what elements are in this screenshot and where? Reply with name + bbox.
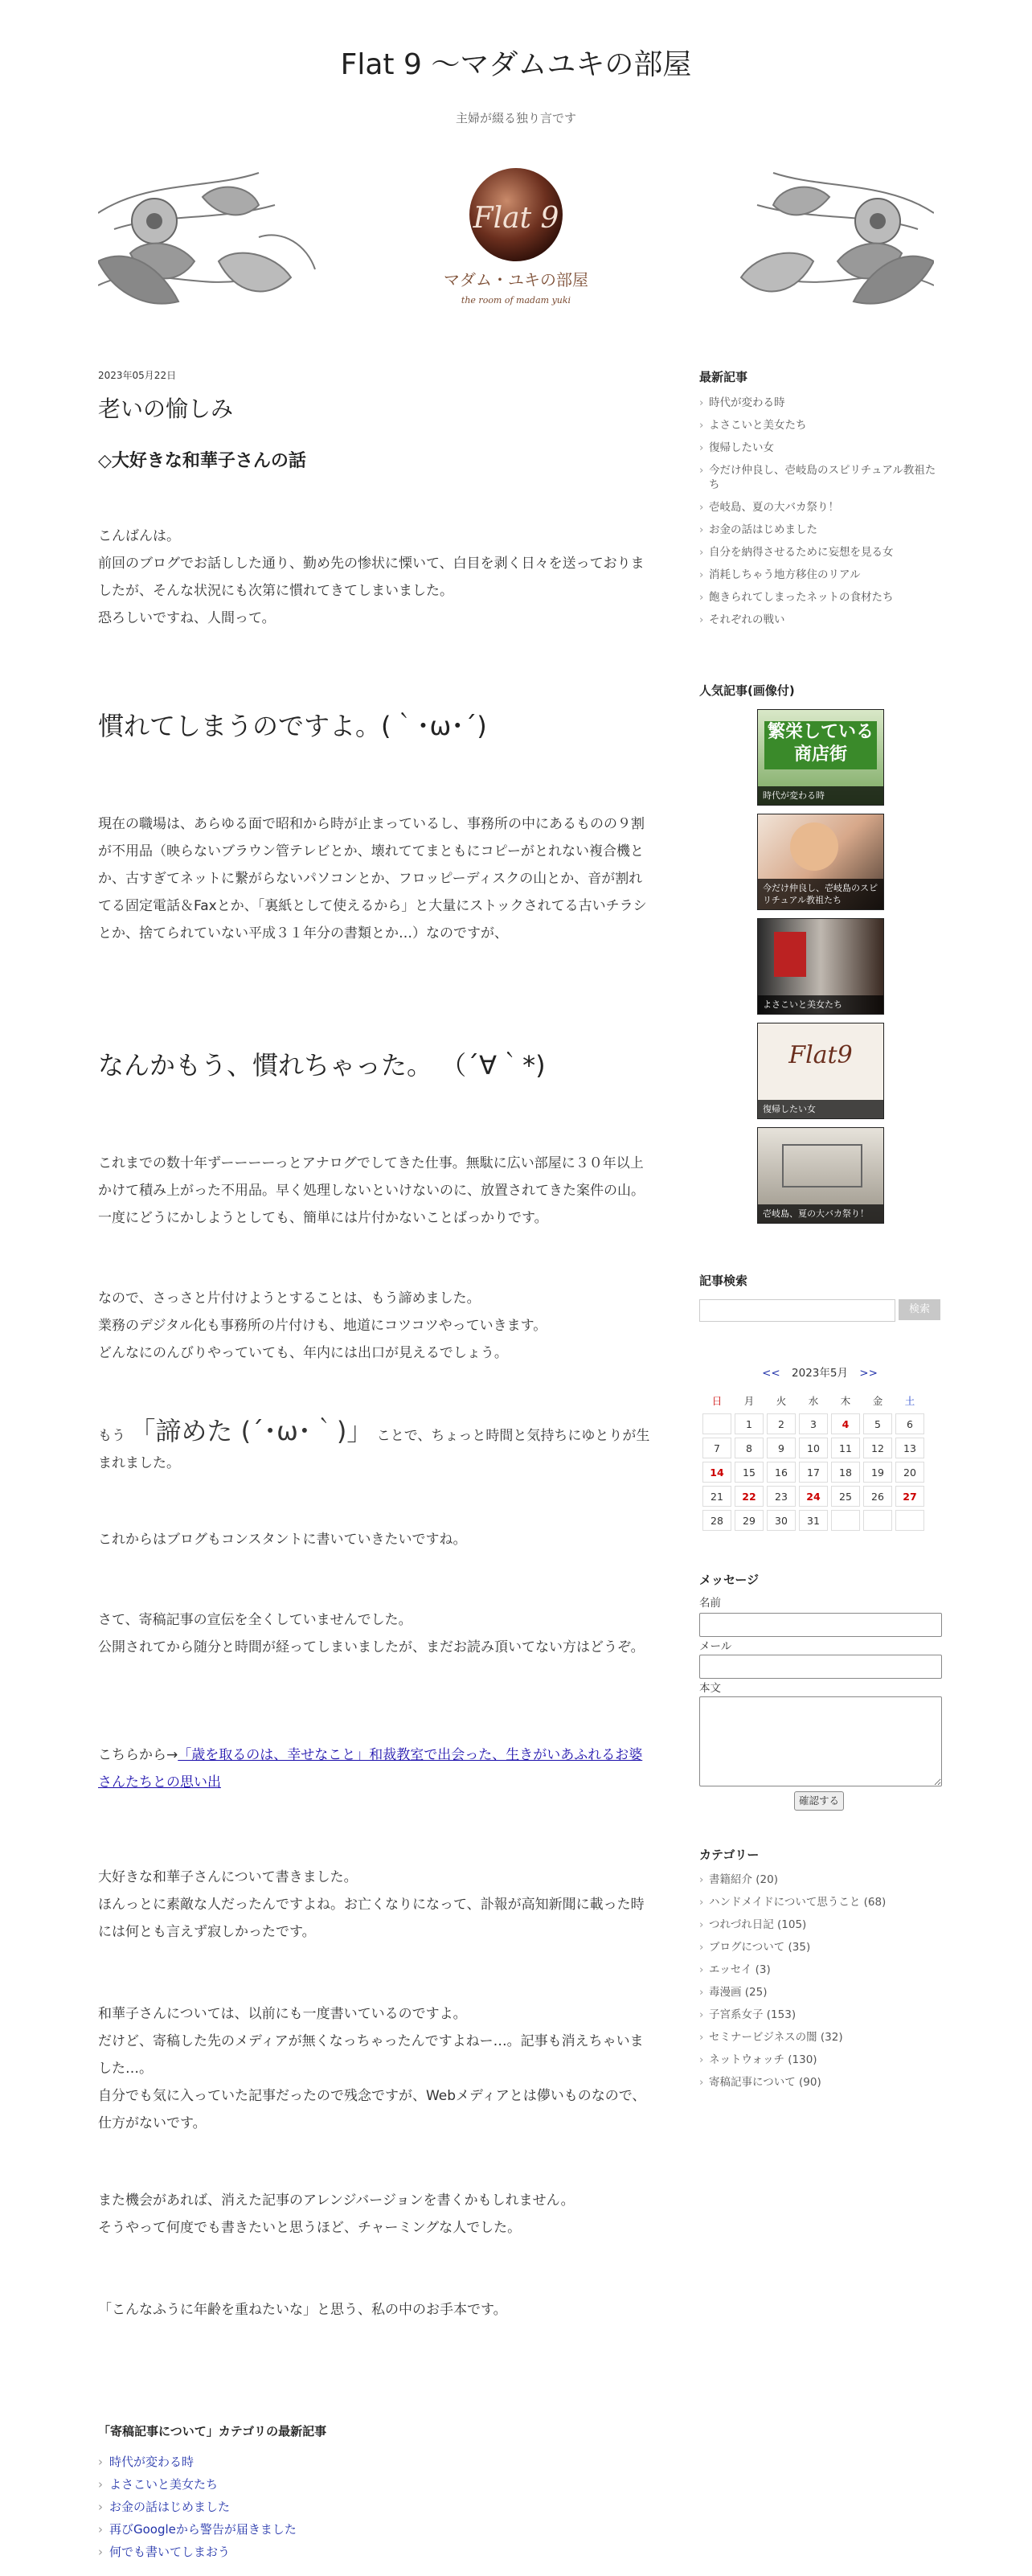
calendar [699, 1388, 928, 1534]
category-recent-list [98, 2451, 297, 2563]
paragraph-role-model: 「こんなふうに年齢を重ねたいな」と思う、私の中のお手本です。 [98, 2302, 507, 2318]
paragraph-blog-plan: これからはブログもコンスタントに書いていきたいですね。 [98, 1532, 467, 1548]
calendar-day: 28 [702, 1510, 731, 1531]
category-recent-item[interactable]: › よさこいと美女たち [98, 2473, 297, 2496]
paragraph-previous: 和華子さんについては、以前にも一度書いているのですよ。 だけど、寄稿した先のメディアが無くなっちゃったんですよねー…。記事も消えちゃいました…。 自分でも気に入っていた記事だったので残念ですが、Webメディアとは儚いものなので、仕方がないです。 [98, 2006, 646, 2131]
recent-post-item[interactable]: › 今だけ仲良し、壱岐島のスピリチュアル教祖たち [699, 463, 940, 492]
calendar-day-link[interactable]: 4 [831, 1413, 860, 1434]
resigned-emphasis: 「諦めた (´･ω･｀)」 [129, 1416, 373, 1446]
recent-post-item[interactable]: › それぞれの戦い [699, 613, 940, 627]
calendar-month: 2023年5月 [792, 1367, 848, 1380]
logo-jp-text: マダム・ユキの部屋 [444, 270, 588, 289]
popular-post-caption: 復帰したい女 [758, 1100, 883, 1118]
popular-post-thumb[interactable] [757, 1023, 884, 1119]
category-item[interactable]: › 寄稿記事について (90) [699, 2071, 886, 2094]
logo-main-text: Flat 9 [473, 202, 559, 235]
recent-post-item[interactable]: › お金の話はじめました [699, 523, 940, 537]
contributed-article-link[interactable]: 「歳を取るのは、幸せなこと」和裁教室で出会った、生きがいあふれるお婆さんたちとの思い出 [98, 1747, 643, 1790]
calendar-day: 7 [702, 1438, 731, 1458]
calendar-day: 6 [895, 1413, 924, 1434]
popular-post-thumb[interactable] [757, 918, 884, 1015]
search-input[interactable] [699, 1299, 895, 1322]
calendar-day: 17 [799, 1462, 828, 1483]
category-item[interactable]: › セミナービジネスの闇 (32) [699, 2026, 886, 2049]
recent-posts-title: 最新記事 [699, 370, 748, 384]
recent-post-item[interactable]: › 消耗しちゃう地方移住のリアル [699, 568, 940, 582]
category-recent-item[interactable]: › 何でも書いてしまおう [98, 2541, 297, 2563]
calendar-day [863, 1510, 892, 1531]
confirm-button[interactable]: 確認する [794, 1791, 844, 1811]
mail-label: メール [699, 1640, 732, 1653]
category-item[interactable]: › つれづれ日記 (105) [699, 1914, 886, 1936]
popular-post-thumb[interactable] [757, 709, 884, 806]
categories-list [699, 1868, 886, 2094]
paragraph-again: また機会があれば、消えた記事のアレンジバージョンを書くかもしれません。 そうやって何度でも書きたいと思うほど、チャーミングな人でした。 [98, 2192, 575, 2236]
article [98, 368, 653, 2559]
name-input[interactable] [699, 1613, 942, 1637]
calendar-day: 16 [767, 1462, 796, 1483]
paragraph-link: こちらから→「歳を取るのは、幸せなこと」和裁教室で出会った、生きがいあふれるお婆さんたちとの思い出 [98, 1747, 643, 1790]
calendar-prev-link[interactable]: << [762, 1367, 780, 1380]
popular-post-thumb[interactable] [757, 814, 884, 910]
weekday-mon: 月 [743, 1395, 755, 1407]
category-recent-item[interactable]: › お金の話はじめました [98, 2496, 297, 2518]
message-title: メッセージ [699, 1573, 760, 1587]
popular-post-caption: よさこいと美女たち [758, 995, 883, 1014]
calendar-day: 1 [735, 1413, 764, 1434]
recent-post-item[interactable]: › 自分を納得させるために妄想を見る女 [699, 545, 940, 560]
calendar-nav [699, 1364, 940, 1380]
emphasis-line-1: 慣れてしまうのですよ。(｀･ω･´) [98, 711, 487, 741]
post-date: 2023年05月22日 [98, 370, 177, 381]
calendar-day: 26 [863, 1486, 892, 1507]
weekday-sun: 日 [711, 1395, 723, 1407]
recent-post-item[interactable]: › 復帰したい女 [699, 441, 940, 455]
calendar-day: 19 [863, 1462, 892, 1483]
category-recent-item[interactable]: › 再びGoogleから警告が届きました [98, 2518, 297, 2541]
calendar-day: 21 [702, 1486, 731, 1507]
calendar-day: 3 [799, 1413, 828, 1434]
recent-post-item[interactable]: › 飽きられてしまったネットの食材たち [699, 590, 940, 605]
paragraph-resigned: もう 「諦めた (´･ω･｀)」 ことで、ちょっと時間と気持ちにゆとりが生まれました。 [98, 1416, 650, 1471]
emphasis-line-2: なんかもう、慣れちゃった。 （´∀｀*) [98, 1050, 546, 1081]
paragraph-give-up: なので、さっさと片付けようとすることは、もう諦めました。 業務のデジタル化も事務所の片付けも、地道にコツコツやっていきます。 どんなにのんびりやっていても、年内には出口が見えるでしょう。 [98, 1290, 547, 1361]
weekday-sat: 土 [904, 1395, 915, 1407]
calendar-day-link[interactable]: 24 [799, 1486, 828, 1507]
post-title[interactable]: 老いの愉しみ [98, 396, 234, 422]
weekday-fri: 金 [872, 1395, 883, 1407]
calendar-day [895, 1510, 924, 1531]
category-item[interactable]: › ハンドメイドについて思うこと (68) [699, 1891, 886, 1914]
search-button[interactable]: 検索 [899, 1299, 940, 1320]
calendar-day-link[interactable]: 14 [702, 1462, 731, 1483]
calendar-day [702, 1413, 731, 1434]
paragraph-workplace: 現在の職場は、あらゆる面で昭和から時が止まっているし、事務所の中にあるものの９割が不用品（映らないブラウン管テレビとか、壊れててまともにコピーがとれない複合機とか、古すぎてネットに繋がらないパソコンとか、フロッピーディスクの山とか、音が割れてる固定電話＆Faxとか、「裏紙として使えるから」と大量にストックされてる古いチラシとか、捨てられていない平成３１年分の書類とか…）なのですが、 [98, 816, 647, 941]
search-title: 記事検索 [699, 1274, 748, 1288]
category-item[interactable]: › ネットウォッチ (130) [699, 2049, 886, 2071]
calendar-day: 10 [799, 1438, 828, 1458]
recent-posts-list [699, 396, 940, 635]
popular-post-caption: 今だけ仲良し、壱岐島のスピリチュアル教祖たち [758, 879, 883, 909]
category-recent-item[interactable]: › 時代が変わる時 [98, 2451, 297, 2473]
calendar-day: 9 [767, 1438, 796, 1458]
calendar-day: 18 [831, 1462, 860, 1483]
post-subheading: ◇大好きな和華子さんの話 [98, 451, 306, 471]
body-label: 本文 [699, 1682, 721, 1695]
paragraph-wakako: 大好きな和華子さんについて書きました。 ほんっとに素敵な人だったんですよね。お亡くなりになって、訃報が高知新聞に載った時には何とも言えず寂しかったです。 [98, 1869, 645, 1940]
calendar-day-link[interactable]: 27 [895, 1486, 924, 1507]
thumb-building-image [782, 1144, 862, 1188]
categories-title: カテゴリー [699, 1848, 760, 1862]
paragraph-intro: こんばんは。 前回のブログでお話しした通り、勤め先の惨状に慄いて、白目を剥く日々を送っておりましたが、そんな状況にも次第に慣れてきてしまいました。 恐ろしいですね、人間って。 [98, 528, 645, 626]
calendar-day: 31 [799, 1510, 828, 1531]
calendar-day: 8 [735, 1438, 764, 1458]
site-description: 主婦が綴る独り言です [455, 111, 576, 125]
calendar-day: 20 [895, 1462, 924, 1483]
site-title[interactable]: Flat 9 〜マダムユキの部屋 [340, 48, 692, 81]
category-item[interactable]: › 毒漫画 (25) [699, 1981, 886, 2004]
popular-post-caption: 壱岐島、夏の大バカ祭り！ [758, 1204, 883, 1223]
calendar-day: 23 [767, 1486, 796, 1507]
header-banner [98, 165, 934, 326]
weekday-tue: 火 [776, 1395, 787, 1407]
category-item[interactable]: › ブログについて (35) [699, 1936, 886, 1959]
recent-post-item[interactable]: › よさこいと美女たち [699, 418, 940, 433]
paragraph-contrib: さて、寄稿記事の宣伝を全くしていませんでした。 公開されてから随分と時間が経ってしまいましたが、まだお読み頂いてない方はどうぞ。 [98, 1612, 645, 1655]
thumb-overlay-text: 繁栄している商店街 [764, 721, 877, 769]
calendar-day: 25 [831, 1486, 860, 1507]
floral-ornament-right [741, 173, 934, 304]
weekday-wed: 水 [808, 1395, 819, 1407]
category-item[interactable]: › 子宮系女子 (153) [699, 2004, 886, 2026]
recent-post-item[interactable]: › 壱岐島、夏の大バカ祭り！ [699, 500, 940, 515]
category-recent-heading: 「寄稿記事について」カテゴリの最新記事 [98, 2424, 327, 2439]
calendar-day: 11 [831, 1438, 860, 1458]
calendar-next-link[interactable]: >> [859, 1367, 878, 1380]
name-label: 名前 [699, 1597, 721, 1610]
logo-en-text: the room of madam yuki [461, 295, 571, 306]
message-textarea[interactable] [699, 1696, 942, 1786]
calendar-day: 2 [767, 1413, 796, 1434]
thumb-face-image [790, 822, 838, 871]
calendar-day: 30 [767, 1510, 796, 1531]
calendar-day: 13 [895, 1438, 924, 1458]
floral-ornament-left [98, 173, 315, 304]
category-item[interactable]: › 書籍紹介 (20) [699, 1868, 886, 1891]
calendar-day: 29 [735, 1510, 764, 1531]
weekday-thu: 木 [840, 1395, 851, 1407]
thumb-banner-image [774, 932, 806, 977]
calendar-day-link[interactable]: 22 [735, 1486, 764, 1507]
calendar-day: 12 [863, 1438, 892, 1458]
mail-input[interactable] [699, 1655, 942, 1679]
category-item[interactable]: › エッセイ (3) [699, 1959, 886, 1981]
recent-post-item[interactable]: › 時代が変わる時 [699, 396, 940, 410]
calendar-day: 5 [863, 1413, 892, 1434]
popular-post-caption: 時代が変わる時 [758, 786, 883, 805]
paragraph-analog: これまでの数十年ずーーーーっとアナログでしてきた仕事。無駄に広い部屋に３０年以上かけて積み上がった不用品。早く処理しないといけないのに、放置されてきた案件の山。 一度にどうにかしようとしても、簡単には片付かないことばっかりです。 [98, 1155, 645, 1226]
popular-posts-title: 人気記事(画像付) [699, 683, 795, 698]
thumb-logo-text: Flat9 [788, 1041, 853, 1069]
popular-post-thumb[interactable] [757, 1127, 884, 1224]
calendar-day: 15 [735, 1462, 764, 1483]
calendar-day [831, 1510, 860, 1531]
